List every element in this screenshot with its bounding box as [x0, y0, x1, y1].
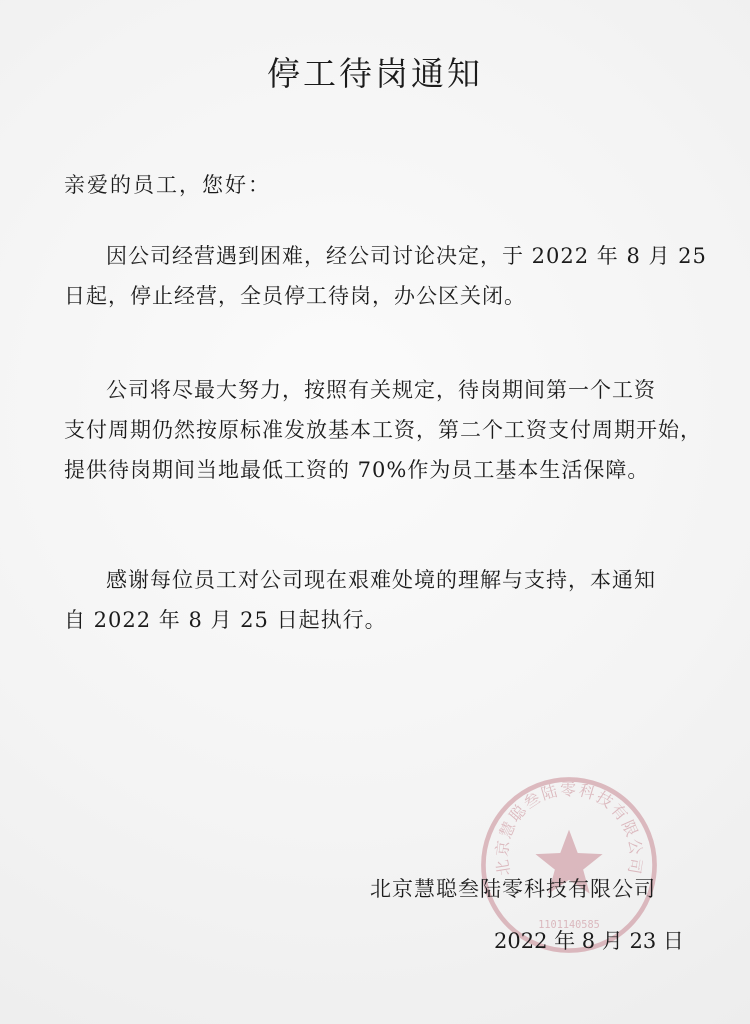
paragraph-2-line-3: 提供待岗期间当地最低工资的 70%作为员工基本生活保障。 — [64, 458, 650, 482]
seal-company-text: 北京慧聪叁陆零科技有限公司 — [492, 779, 646, 878]
paragraph-2-line-2: 支付周期仍然按原标准发放基本工资，第二个工资支付周期开始， — [64, 418, 702, 442]
paragraph-3-line-1: 感谢每位员工对公司现在艰难处境的理解与支持，本通知 — [106, 568, 656, 592]
paragraph-1 — [64, 236, 707, 316]
signature-company: 北京慧聪叁陆零科技有限公司 — [370, 877, 656, 901]
paragraph-3-line-2: 自 2022 年 8 月 25 日起执行。 — [64, 608, 387, 632]
paragraph-1-line-1: 因公司经营遇到困难，经公司讨论决定，于 2022 年 8 月 25 — [106, 244, 707, 268]
paragraph-2-line-1: 公司将尽最大努力，按照有关规定，待岗期间第一个工资 — [106, 378, 656, 402]
greeting: 亲爱的员工，您好： — [64, 173, 271, 197]
paragraph-2 — [64, 370, 702, 490]
signature-date: 2022 年 8 月 23 日 — [494, 929, 684, 953]
paragraph-1-line-2: 日起，停止经营，全员停工待岗，办公区关闭。 — [64, 284, 526, 308]
notice-title: 停工待岗通知 — [267, 54, 483, 93]
seal-number: 1101140585 — [538, 920, 600, 932]
paragraph-3 — [64, 560, 686, 640]
